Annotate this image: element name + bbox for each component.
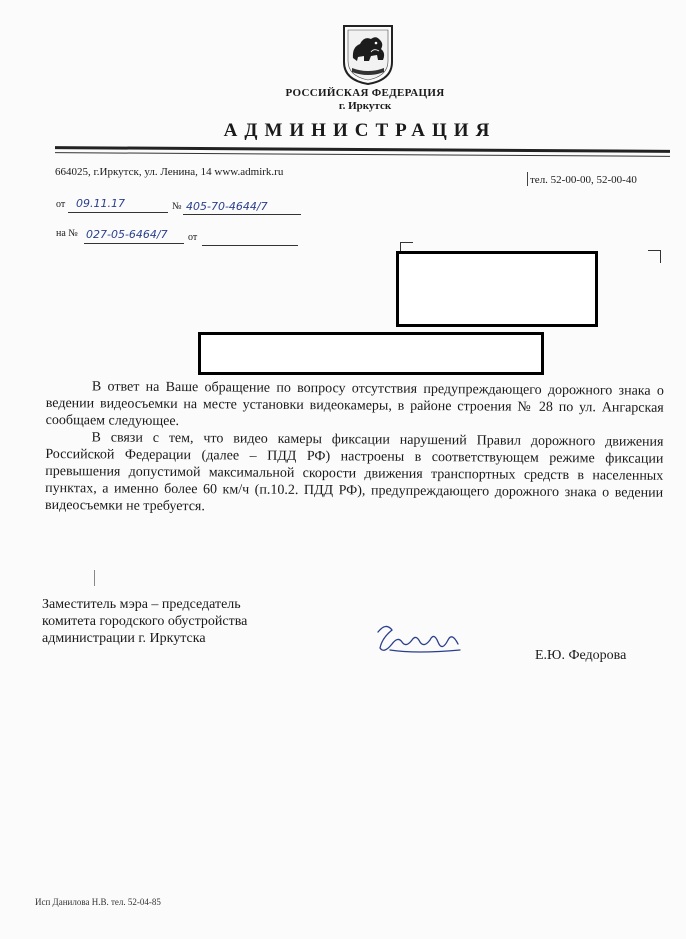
reply-from-underline bbox=[202, 245, 298, 246]
header-organization: АДМИНИСТРАЦИЯ bbox=[223, 120, 497, 141]
letter-body bbox=[45, 378, 664, 519]
ref-number-underline bbox=[183, 214, 301, 215]
ref-from-label: от bbox=[56, 199, 66, 210]
header-address: 664025, г.Иркутск, ул. Ленина, 14 www.admirk.ru bbox=[55, 166, 284, 178]
redacted-salutation-box bbox=[198, 332, 544, 375]
reply-number-underline bbox=[84, 243, 184, 244]
addressee-corner-right bbox=[648, 250, 661, 263]
header-rule-thin bbox=[55, 152, 670, 157]
phone-divider bbox=[527, 172, 528, 186]
signatory-name: Е.Ю. Федорова bbox=[535, 648, 627, 663]
ref-number: 405-70-4644/7 bbox=[186, 200, 268, 213]
reply-number-label: на № bbox=[56, 228, 78, 239]
redacted-addressee-box bbox=[396, 251, 598, 327]
position-line-1: Заместитель мэра – председатель bbox=[42, 597, 241, 612]
ref-date-underline bbox=[68, 212, 168, 213]
body-paragraph-2: В связи с тем, что видео камеры фиксации нарушений Правил дорожного движения Российской Федерации (далее – ПДД РФ) настроены в соответствующем режиме фиксации превышения допустимой максимальной скорости движения транспортных средств в населенных пунктах, а именно более 60 км/ч (п.10.2. ПДД РФ), предупреждающего дорожного знака о ведении видеосъемки не требуется. bbox=[44, 430, 664, 515]
body-paragraph-1: В ответ на Ваше обращение по вопросу отсутствия предупреждающего дорожного знака о ведении видеосъемки на месте установки видеокамеры, в районе строения № 28 по ул. Ангарская сообщаем следующее. bbox=[45, 379, 664, 430]
signatory-position bbox=[42, 596, 247, 647]
executor-note: Исп Данилова Н.В. тел. 52-04-85 bbox=[35, 897, 161, 907]
header-country: РОССИЙСКАЯ ФЕДЕРАЦИЯ bbox=[285, 87, 445, 99]
position-line-3: администрации г. Иркутска bbox=[42, 631, 206, 646]
coat-of-arms-icon bbox=[340, 22, 396, 86]
position-line-2: комитета городского обустройства bbox=[42, 614, 248, 629]
reply-from-label: от bbox=[188, 232, 198, 243]
ref-date: 09.11.17 bbox=[76, 197, 125, 210]
header-city: г. Иркутск bbox=[338, 100, 392, 112]
scan-mark bbox=[94, 570, 95, 586]
header-phones: тел. 52-00-00, 52-00-40 bbox=[530, 174, 637, 186]
ref-number-label: № bbox=[172, 201, 182, 212]
reply-number: 027-05-6464/7 bbox=[86, 228, 168, 241]
handwritten-signature bbox=[372, 618, 464, 662]
